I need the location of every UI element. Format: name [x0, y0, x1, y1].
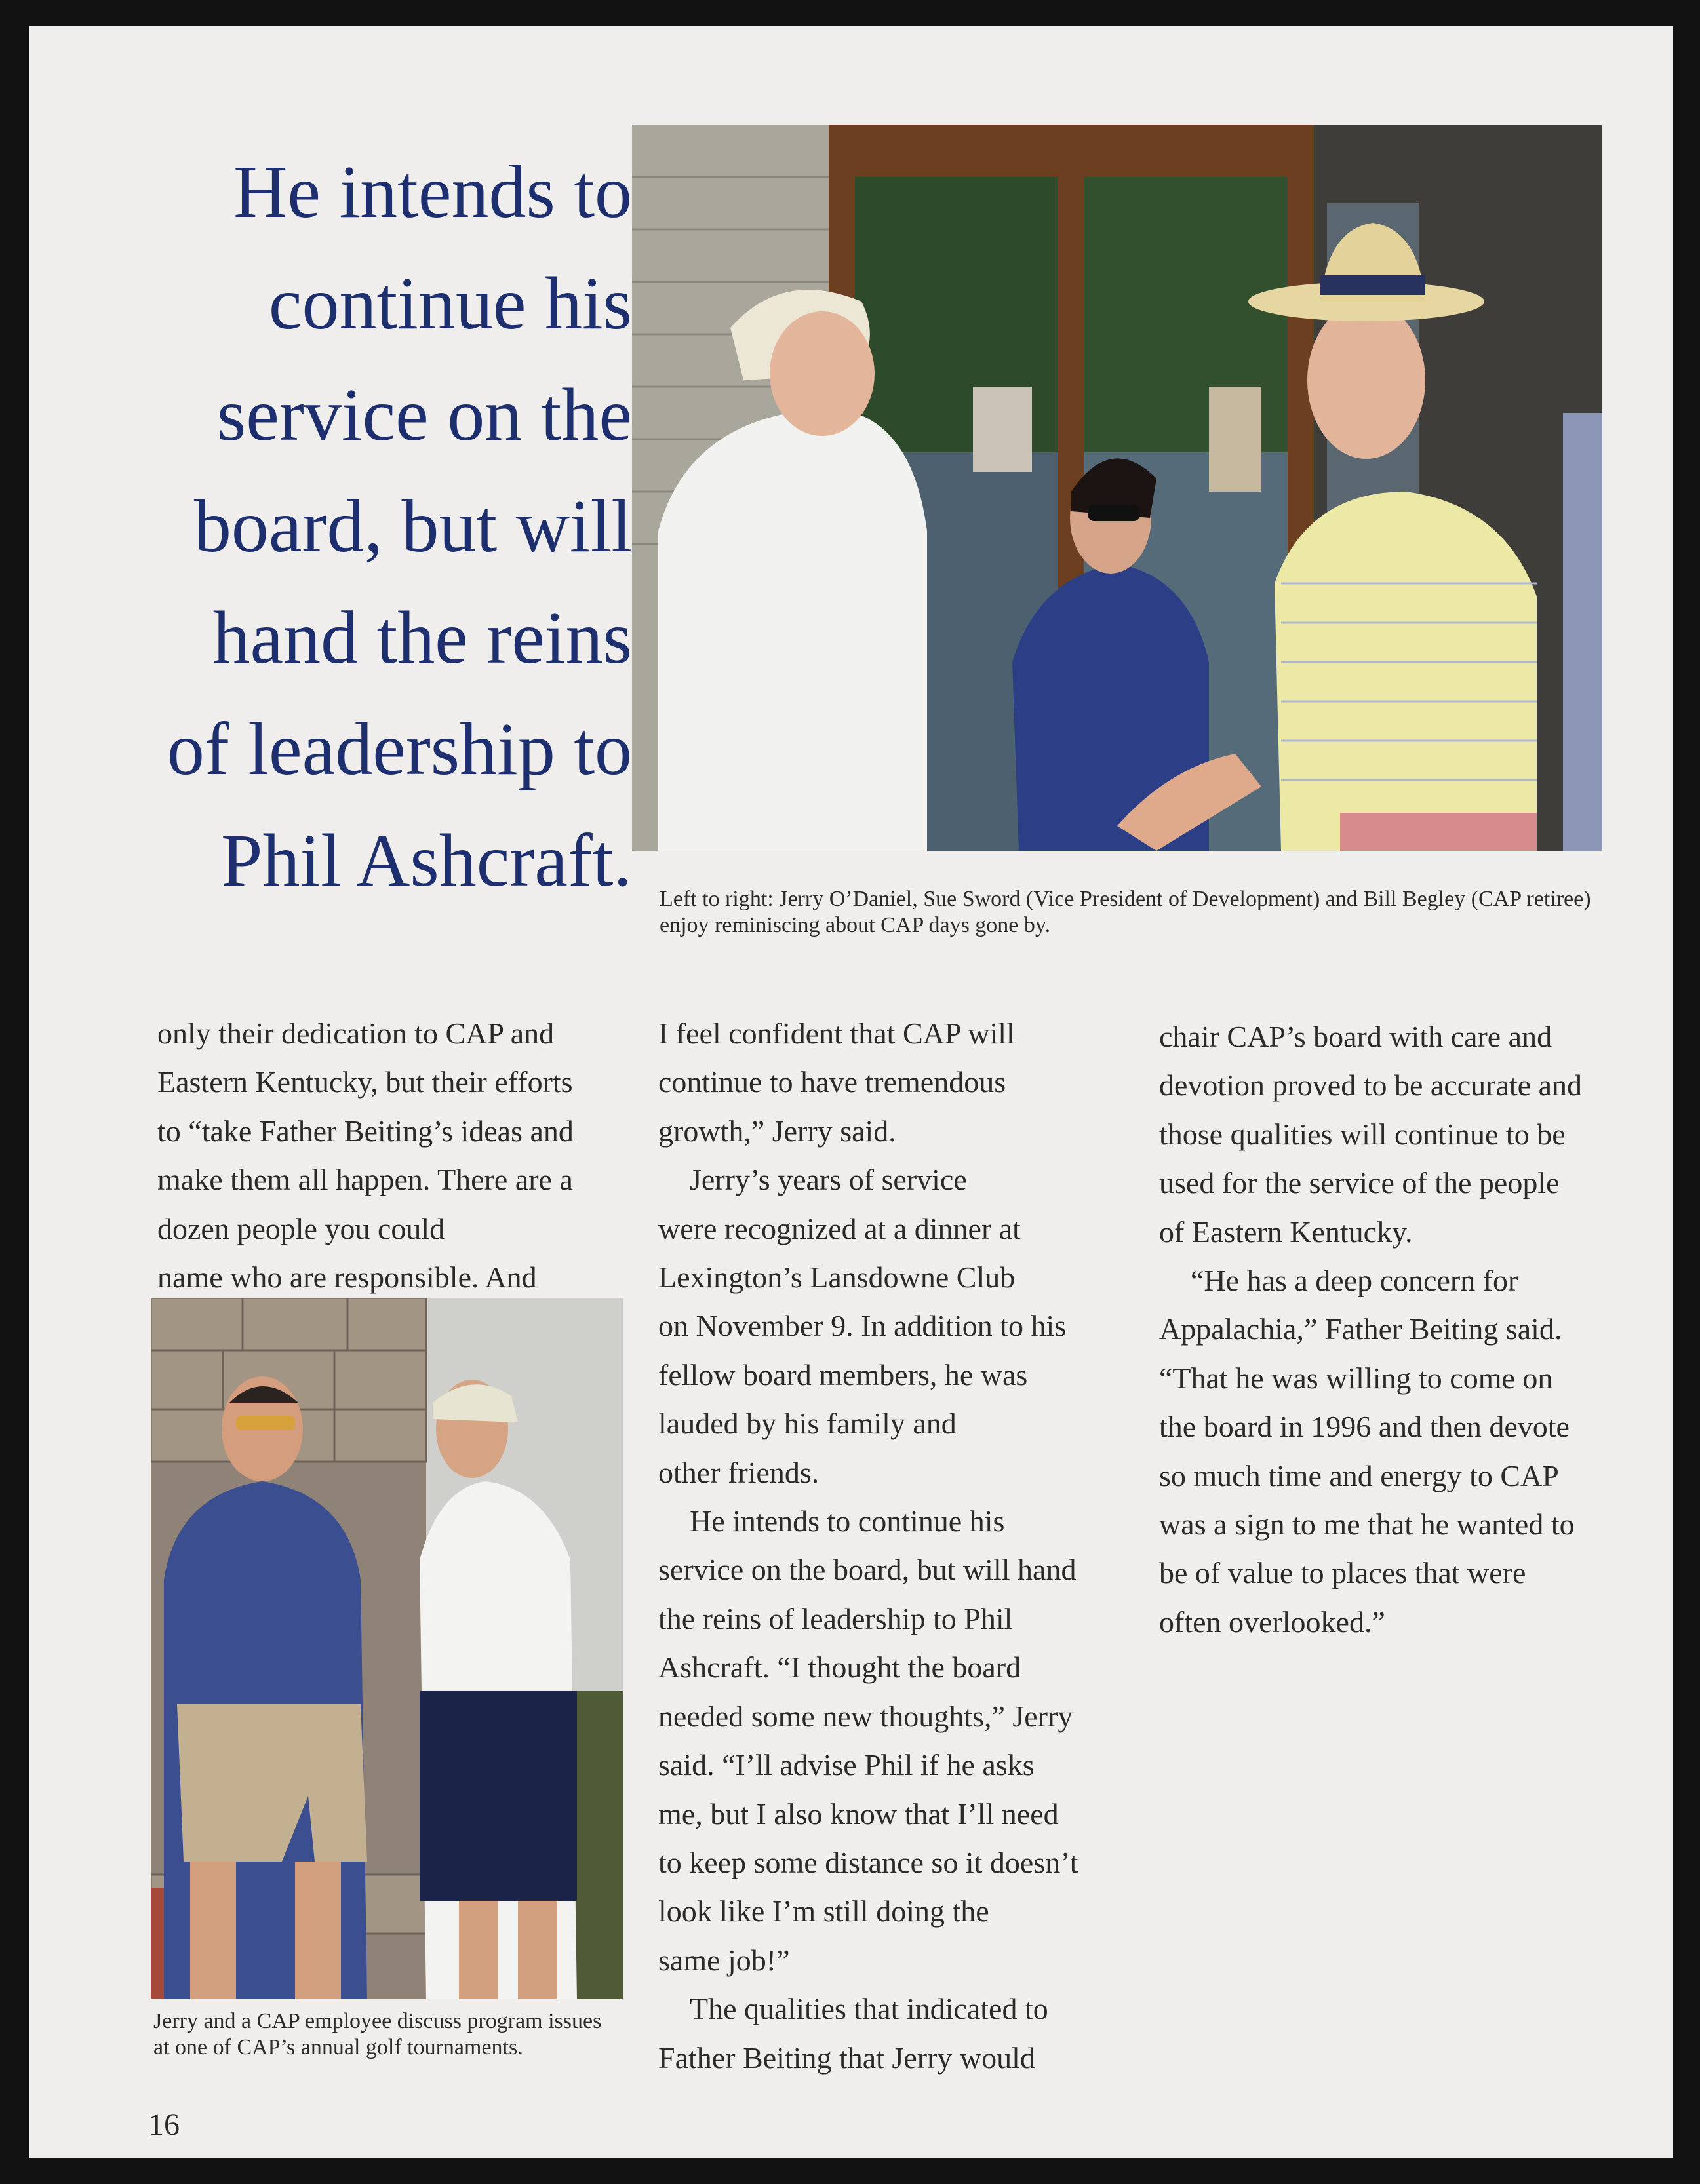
main-photo	[632, 125, 1602, 851]
text-line: me, but I also know that I’ll need	[658, 1797, 1059, 1831]
text-line: on November 9. In addition to his	[658, 1309, 1067, 1343]
text-line: those qualities will continue to be	[1159, 1117, 1566, 1151]
text-line: said. “I’ll advise Phil if he asks	[658, 1748, 1035, 1782]
golf-photo	[151, 1298, 623, 1999]
pull-quote-line: He intends to	[233, 150, 632, 233]
golf-photo-caption: Jerry and a CAP employee discuss program issues at one of CAP’s annual golf tournaments.	[153, 2009, 602, 2059]
text-line: continue to have tremendous	[658, 1065, 1006, 1099]
text-line: Ashcraft. “I thought the board	[658, 1650, 1021, 1685]
text-line: devotion proved to be accurate and	[1159, 1068, 1583, 1102]
article-column-left	[157, 1009, 629, 1302]
pull-quote	[121, 136, 632, 916]
text-line: other friends.	[658, 1455, 820, 1489]
text-line: chair CAP’s board with care and	[1159, 1020, 1552, 1053]
text-line: lauded by his family and	[658, 1407, 957, 1441]
text-line: “That he was willing to come on	[1159, 1361, 1553, 1395]
text-line: “He has a deep concern for	[1191, 1264, 1518, 1298]
text-line: fellow board members, he was	[658, 1357, 1028, 1392]
text-line: name who are responsible. And	[157, 1260, 537, 1295]
text-line: so much time and energy to CAP	[1159, 1458, 1559, 1492]
text-line: dozen people you could	[157, 1211, 445, 1245]
text-line: look like I’m still doing the	[658, 1894, 989, 1928]
pull-quote-line: hand the reins	[212, 596, 632, 679]
pull-quote-line: service on the	[216, 373, 632, 456]
text-line: used for the service of the people	[1159, 1166, 1560, 1200]
text-line: was a sign to me that he wanted to	[1159, 1508, 1575, 1542]
text-line: He intends to continue his	[690, 1504, 1005, 1538]
text-line: growth,” Jerry said.	[658, 1114, 896, 1148]
text-line: needed some new thoughts,” Jerry	[658, 1699, 1073, 1733]
text-line: to “take Father Beiting’s ideas and	[157, 1114, 574, 1148]
golf-photo-image	[151, 1298, 623, 1999]
text-line: the reins of leadership to Phil	[658, 1601, 1013, 1635]
text-line: The qualities that indicated to	[690, 1992, 1048, 2026]
pull-quote-line: Phil Ashcraft.	[221, 819, 632, 902]
text-line: the board in 1996 and then devote	[1159, 1410, 1570, 1444]
text-line: Eastern Kentucky, but their efforts	[157, 1065, 573, 1099]
text-line: I feel confident that CAP will	[658, 1017, 1015, 1050]
text-line: same job!”	[658, 1943, 790, 1977]
text-line: to keep some distance so it doesn’t	[658, 1845, 1078, 1879]
text-line: service on the board, but will hand	[658, 1553, 1077, 1587]
magazine-page	[29, 26, 1673, 2158]
text-line: Lexington’s Lansdowne Club	[658, 1260, 1016, 1295]
text-line: of Eastern Kentucky.	[1159, 1215, 1413, 1249]
article-column-right	[1159, 1013, 1644, 1647]
article-column-middle	[658, 1009, 1130, 2082]
text-line: only their dedication to CAP and	[157, 1017, 555, 1050]
pull-quote-line: board, but will	[193, 484, 632, 568]
text-line: Appalachia,” Father Beiting said.	[1159, 1312, 1562, 1346]
text-line: be of value to places that were	[1159, 1556, 1526, 1590]
page-number: 16	[148, 2107, 180, 2142]
pull-quote-line: continue his	[268, 262, 632, 345]
text-line: make them all happen. There are a	[157, 1163, 573, 1197]
main-photo-image	[632, 125, 1602, 851]
text-line: were recognized at a dinner at	[658, 1211, 1021, 1245]
text-line: Jerry’s years of service	[690, 1163, 967, 1197]
text-line: Father Beiting that Jerry would	[658, 2040, 1035, 2075]
main-photo-caption: Left to right: Jerry O’Daniel, Sue Sword (Vice President of Development) and Bill Begley (CAP retiree) enjoy reminiscing about CAP days gone by.	[660, 887, 1591, 937]
pull-quote-line: of leadership to	[167, 707, 632, 790]
text-line: often overlooked.”	[1159, 1605, 1385, 1639]
